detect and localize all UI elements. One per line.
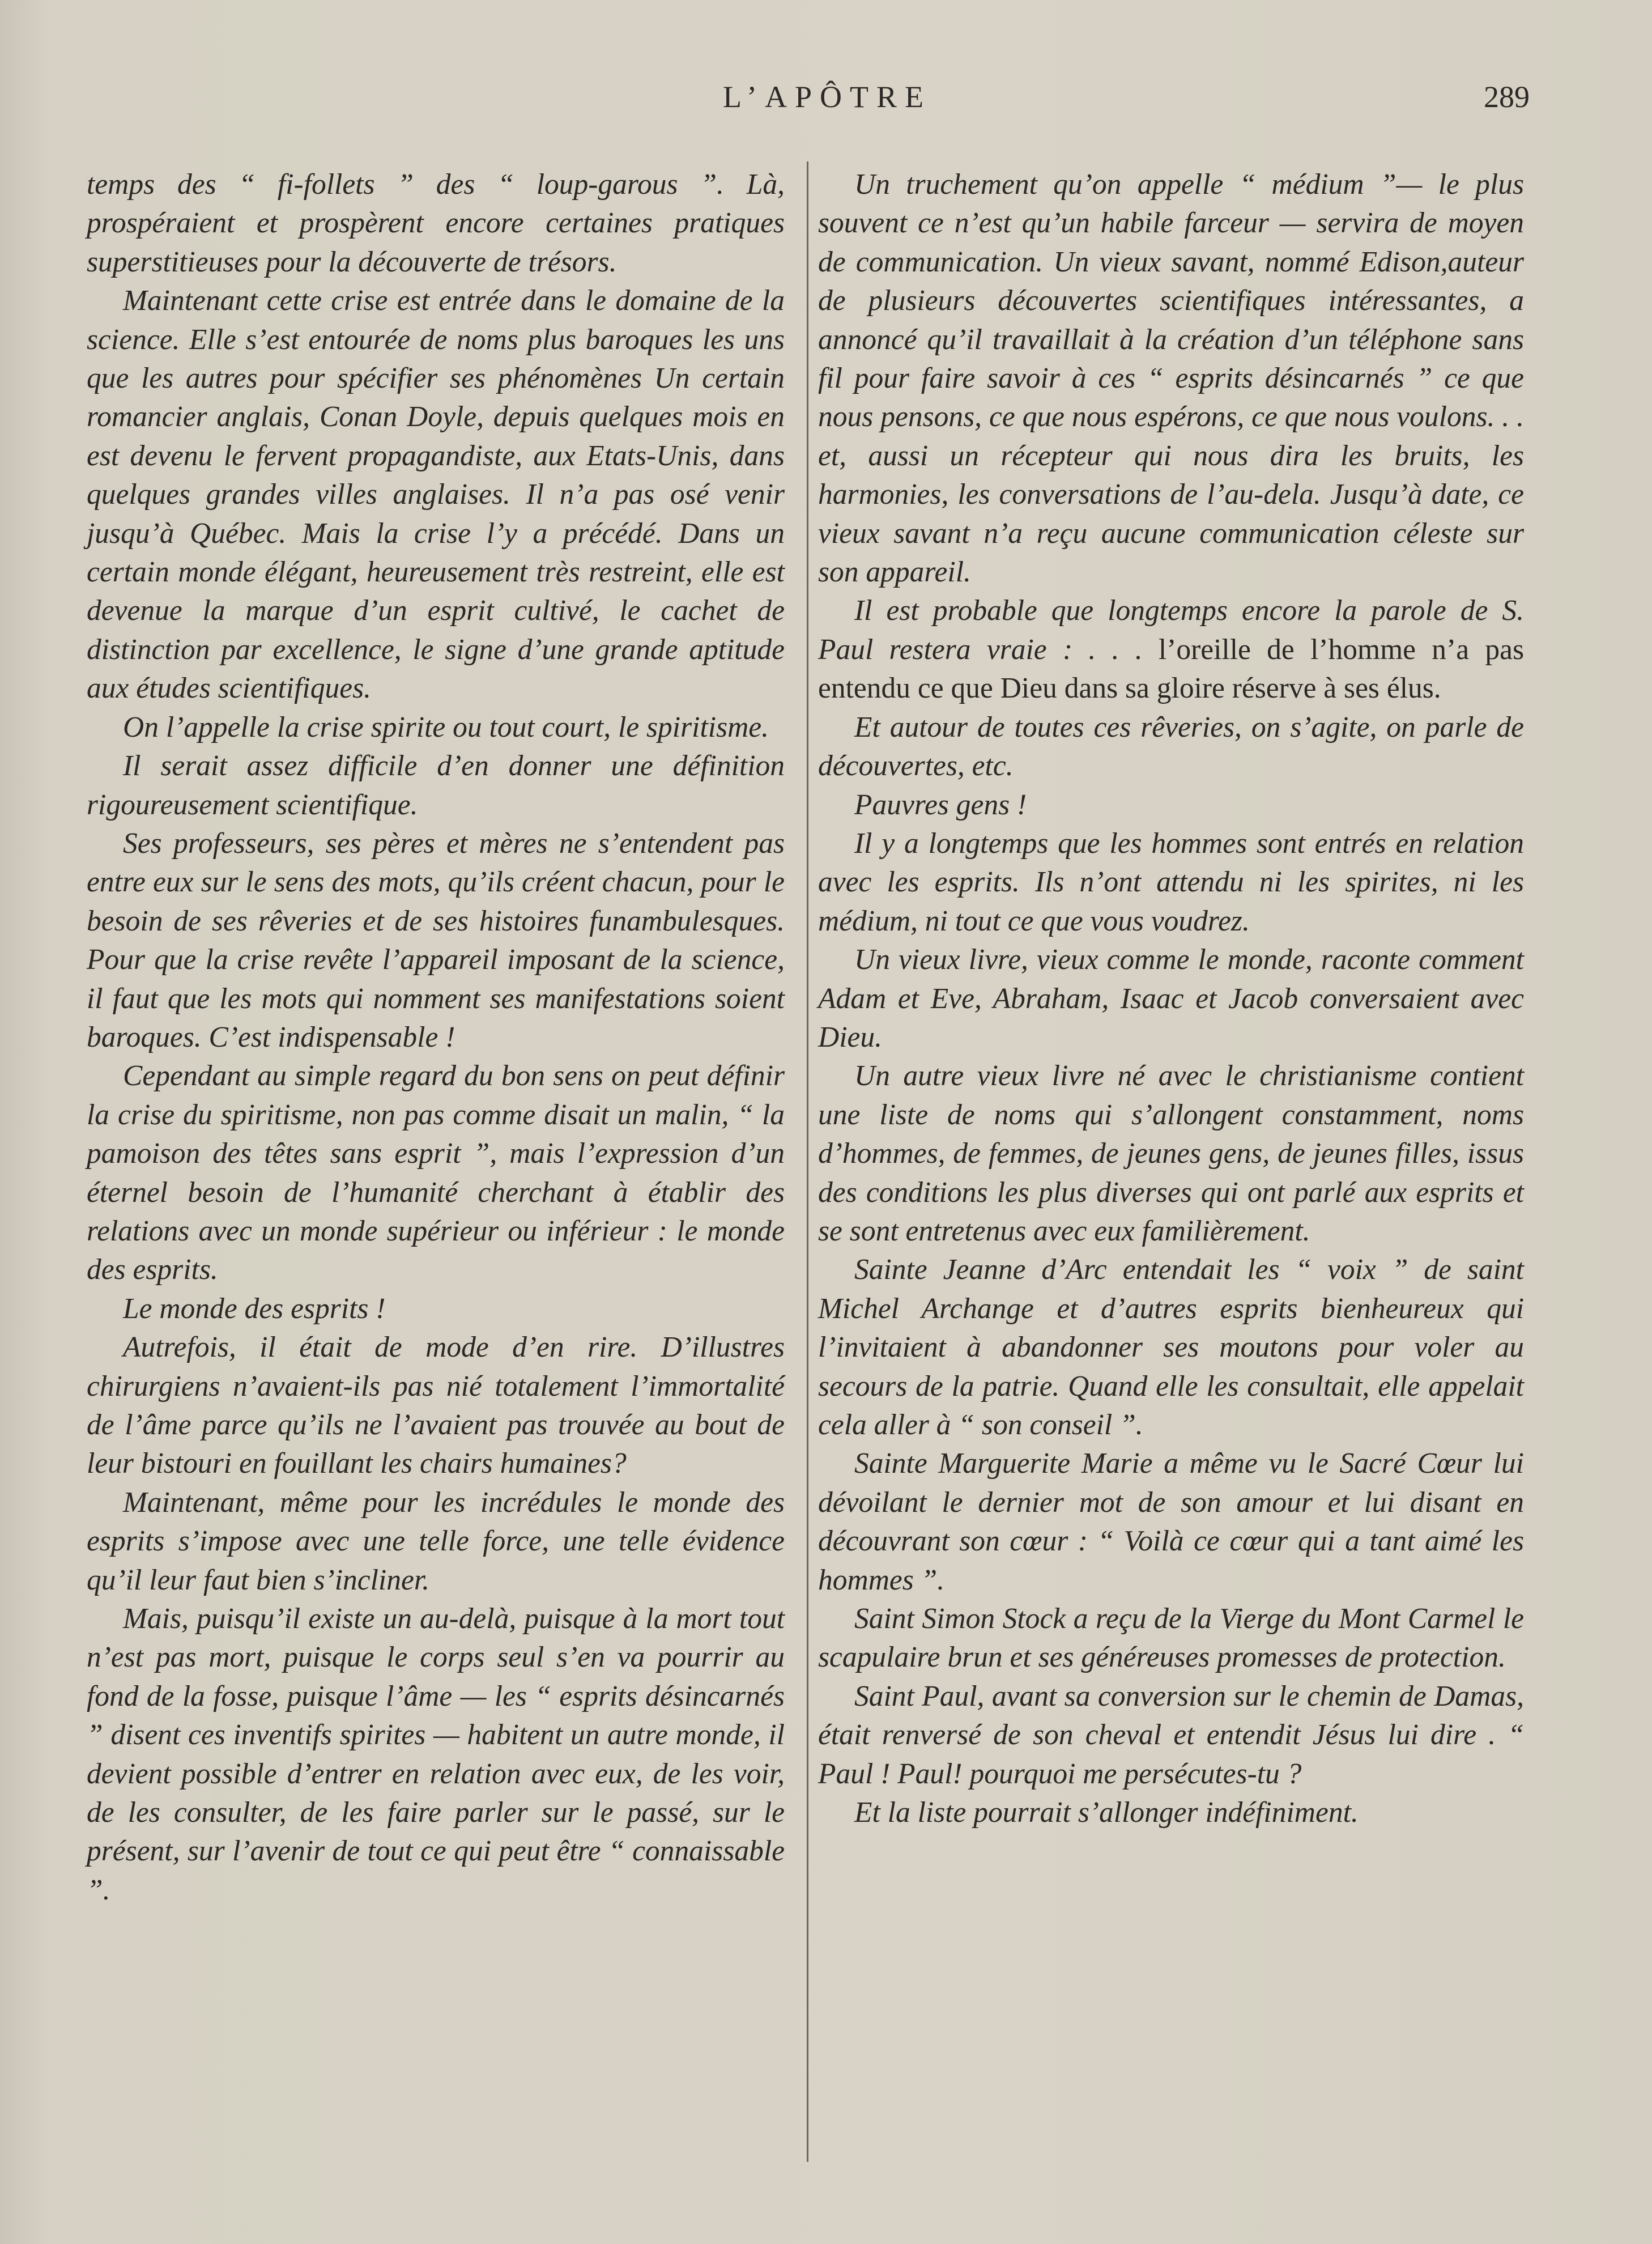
- paragraph: Le monde des esprits !: [123, 1292, 386, 1325]
- paragraph: Autrefois, il était de mode d’en rire. D’illustres chirurgiens n’avaient-ils pas nié totalement l’immortalité de l’âme parce qu’ils ne l’avaient pas trouvée au bout de leur bistouri en fouillant les chairs humaines?: [87, 1331, 785, 1480]
- paragraph: Un autre vieux livre né avec le christianisme contient une liste de noms qui s’allongent constamment, noms d’hommes, de femmes, de jeunes gens, de jeunes filles, issus des conditions les plus diverses qui ont parlé aux esprits et se sont entretenus avec eux familièrement.: [818, 1060, 1524, 1247]
- paragraph: Et la liste pourrait s’allonger indéfiniment.: [854, 1796, 1359, 1829]
- paragraph: Mais, puisqu’il existe un au-delà, puisque à la mort tout n’est pas mort, puisque le corps seul s’en va pourrir au fond de la fosse, puisque l’âme — les “ esprits désincarnés ” disent ces inventifs spirites — habitent un autre monde, il devient possible d’entrer en relation avec eux, de les voir, de les consulter, de les faire parler sur le passé, sur le présent, sur l’avenir de tout ce qui peut être “ connaissable ”.: [87, 1603, 785, 1906]
- paragraph: Sainte Jeanne d’Arc entendait les “ voix ” de saint Michel Archange et d’autres esprits bienheureux qui l’invitaient à abandonner ses moutons pour voler au secours de la patrie. Quand elle les consultait, elle appelait cela aller à “ son conseil ”.: [818, 1253, 1524, 1441]
- left-column: [87, 165, 785, 1910]
- paragraph: Il y a longtemps que les hommes sont entrés en relation avec les esprits. Ils n’ont attendu ni les spirites, ni les médium, ni tout ce que vous voudrez.: [818, 827, 1524, 937]
- right-column: [818, 165, 1524, 1832]
- column-divider: [807, 162, 808, 2162]
- paragraph: Maintenant cette crise est entrée dans le domaine de la science. Elle s’est entourée de noms plus baroques les uns que les autres pour spécifier ses phénomènes Un certain romancier anglais, Conan Doyle, depuis quelques mois en est devenu le fervent propagandiste, aux Etats-Unis, dans quelques grandes villes anglaises. Il n’a pas osé venir jusqu’à Québec. Mais la crise l’y a précédé. Dans un certain monde élégant, heureusement très restreint, elle est devenue la marque d’un esprit cultivé, le cachet de distinction par excellence, le signe d’une grande aptitude aux études scientifiques.: [87, 284, 785, 705]
- paragraph: Et autour de toutes ces rêveries, on s’agite, on parle de découvertes, etc.: [818, 711, 1524, 783]
- paragraph: Un truchement qu’on appelle “ médium ”— le plus souvent ce n’est qu’un habile farceur — servira de moyen de communication. Un vieux savant, nommé Edison,auteur de plusieurs découvertes scientifiques intéressantes, a annoncé qu’il travaillait à la création d’un téléphone sans fil pour faire savoir à ces “ esprits désincarnés ” ce que nous pensons, ce que nous espérons, ce que nous voulons. . . et, aussi un récepteur qui nous dira les bruits, les harmonies, les conversations de l’au-dela. Jusqu’à date, ce vieux savant n’a reçu aucune communication céleste sur son appareil.: [818, 168, 1524, 589]
- paragraph-roman-part: l’oreille de l’homme n’a pas entendu ce que Dieu dans sa gloire réserve à ses élus.: [818, 633, 1524, 705]
- running-title: L’APÔTRE: [722, 80, 932, 114]
- paragraph: Saint Paul, avant sa conversion sur le chemin de Damas, était renversé de son cheval et entendit Jésus lui dire . “ Paul ! Paul! pourquoi me persécutes-tu ?: [818, 1680, 1524, 1790]
- paragraph: Un vieux livre, vieux comme le monde, raconte comment Adam et Eve, Abraham, Isaac et Jacob conversaient avec Dieu.: [818, 944, 1524, 1053]
- paragraph: Pauvres gens !: [854, 788, 1027, 821]
- paragraph-mixed: [818, 592, 1524, 708]
- paragraph: Ses professeurs, ses pères et mères ne s’entendent pas entre eux sur le sens des mots, qu’ils créent chacun, pour le besoin de ses rêveries et de ses histoires funambulesques. Pour que la crise revête l’appareil imposant de la science, il faut que les mots qui nomment ses manifestations soient baroques. C’est indispensable !: [87, 827, 785, 1053]
- paragraph-italic-part: Il est probable que longtemps encore la parole de S. Paul restera vraie : . . .: [818, 594, 1524, 666]
- paragraph: Il serait assez difficile d’en donner une définition rigoureusement scientifique.: [87, 750, 785, 821]
- paragraph: Maintenant, même pour les incrédules le monde des esprits s’impose avec une telle force, une telle évidence qu’il leur faut bien s’incliner.: [87, 1486, 785, 1596]
- paragraph: Saint Simon Stock a reçu de la Vierge du Mont Carmel le scapulaire brun et ses généreuses promesses de protection.: [818, 1603, 1524, 1674]
- paragraph: On l’appelle la crise spirite ou tout court, le spiritisme.: [123, 711, 769, 743]
- paragraph: Sainte Marguerite Marie a même vu le Sacré Cœur lui dévoilant le dernier mot de son amour et lui disant en découvrant son cœur : “ Voilà ce cœur qui a tant aimé les hommes ”.: [818, 1447, 1524, 1596]
- page-number: 289: [1484, 80, 1530, 114]
- paragraph: temps des “ fi-follets ” des “ loup-garous ”. Là, prospéraient et prospèrent encore certaines pratiques superstitieuses pour la découverte de trésors.: [87, 168, 785, 278]
- paragraph: Cependant au simple regard du bon sens on peut définir la crise du spiritisme, non pas comme disait un malin, “ la pamoison des têtes sans esprit ”, mais l’expression d’un éternel besoin de l’humanité cherchant à établir des relations avec un monde supérieur ou inférieur : le monde des esprits.: [87, 1060, 785, 1286]
